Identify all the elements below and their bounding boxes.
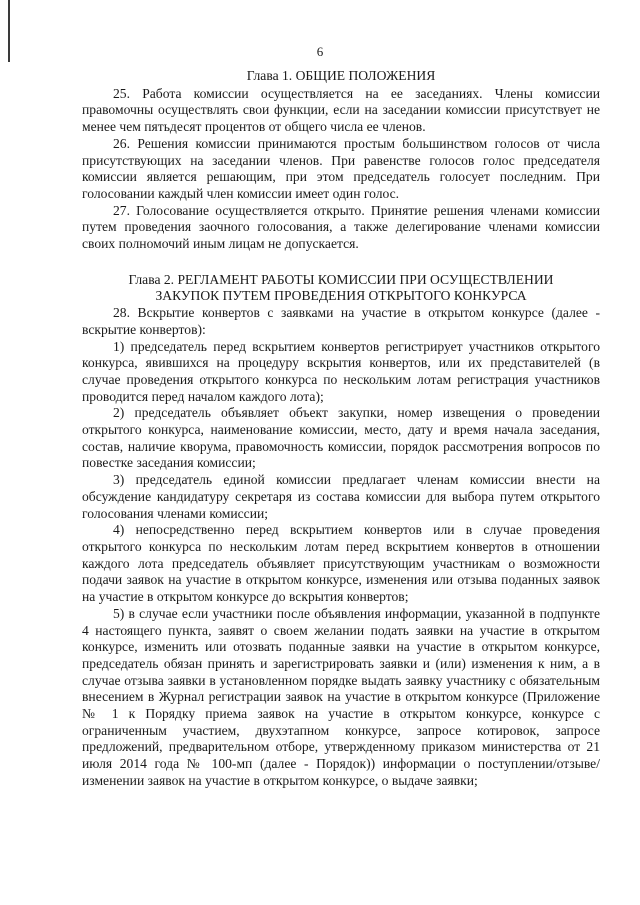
subparagraph-2: 2) председатель объявляет объект закупки, номер извещения о проведении открытого конкурса, наименование комиссии, место, дату и время начала заседания, состав, наличие кворума, правомочность комиссии, порядок рассмотрения вопросов по повестке заседания комиссии; [82,405,600,471]
paragraph-25: 25. Работа комиссии осуществляется на ее заседаниях. Члены комиссии правомочны осуществлять свои функции, если на заседании комиссии присутствует не менее чем пятьдесят процентов от общего числа ее членов. [82,85,600,135]
page-number: 6 [316,44,324,59]
document-body [82,68,600,790]
subparagraph-1: 1) председатель перед вскрытием конвертов регистрирует участников открытого конкурса, явившихся на процедуру вскрытия конвертов, или их представителей (в случае проведения открытого конкурса по нескольким лотам регистрация участников проводится перед началом каждого лота); [82,338,600,404]
subparagraph-5: 5) в случае если участники после объявления информации, указанной в подпункте 4 настоящего пункта, заявят о своем желании подать заявки на участие в открытом конкурсе, изменить или отозвать поданные заявки на участие в открытом конкурсе, председатель обязан принять и зарегистрировать заявки и (или) изменения к ним, а в случае отзыва заявки в установленном порядке выдать заявку участнику с обязательным внесением в Журнал регистрации заявок на участие в открытом конкурсе (Приложение № 1 к Порядку приема заявок на участие в открытом конкурсе, конкурсе с ограниченным участием, двухэтапном конкурсе, запросе котировок, запросе предложений, предварительном отборе, утвержденному приказом министерства от 21 июля 2014 года № 100-мп (далее - Порядок)) информации о поступлении/отзыве/изменении заявок на участие в открытом конкурсе, о выдаче заявки; [82,605,600,788]
paragraph-27: 27. Голосование осуществляется открыто. Принятие решения членами комиссии путем проведения заочного голосования, а также делегирование членами комиссии своих полномочий иным лицам не допускается. [82,202,600,252]
paragraph-28: 28. Вскрытие конвертов с заявками на участие в открытом конкурсе (далее - вскрытие конвертов): [82,305,600,337]
subparagraph-3: 3) председатель единой комиссии предлагает членам комиссии внести на обсуждение кандидатуру секретаря из состава комиссии для выбора путем открытого голосования членами комиссии; [82,472,600,521]
paragraph-26: 26. Решения комиссии принимаются простым большинством голосов от числа присутствующих на заседании членов. При равенстве голосов голос председателя комиссии является решающим, при этом председатель голосует последним. При голосовании каждый член комиссии имеет один голос. [82,135,600,201]
chapter-2-title [82,272,600,305]
chapter-2-title-line-1: Глава 2. РЕГЛАМЕНТ РАБОТЫ КОМИССИИ ПРИ ОСУЩЕСТВЛЕНИИ [128,271,554,287]
chapter-2-title-line-2: ЗАКУПОК ПУТЕМ ПРОВЕДЕНИЯ ОТКРЫТОГО КОНКУРСА [155,288,527,304]
subparagraph-4: 4) непосредственно перед вскрытием конвертов или в случае проведения открытого конкурса по нескольким лотам перед вскрытием конвертов в отношении каждого лота председатель объявляет присутствующим участникам о возможности подачи заявок на участие в открытом конкурсе, изменения или отзыва поданных заявок на участие в открытом конкурсе до вскрытия конвертов; [82,522,600,605]
chapter-1-title: Глава 1. ОБЩИЕ ПОЛОЖЕНИЯ [246,68,436,83]
